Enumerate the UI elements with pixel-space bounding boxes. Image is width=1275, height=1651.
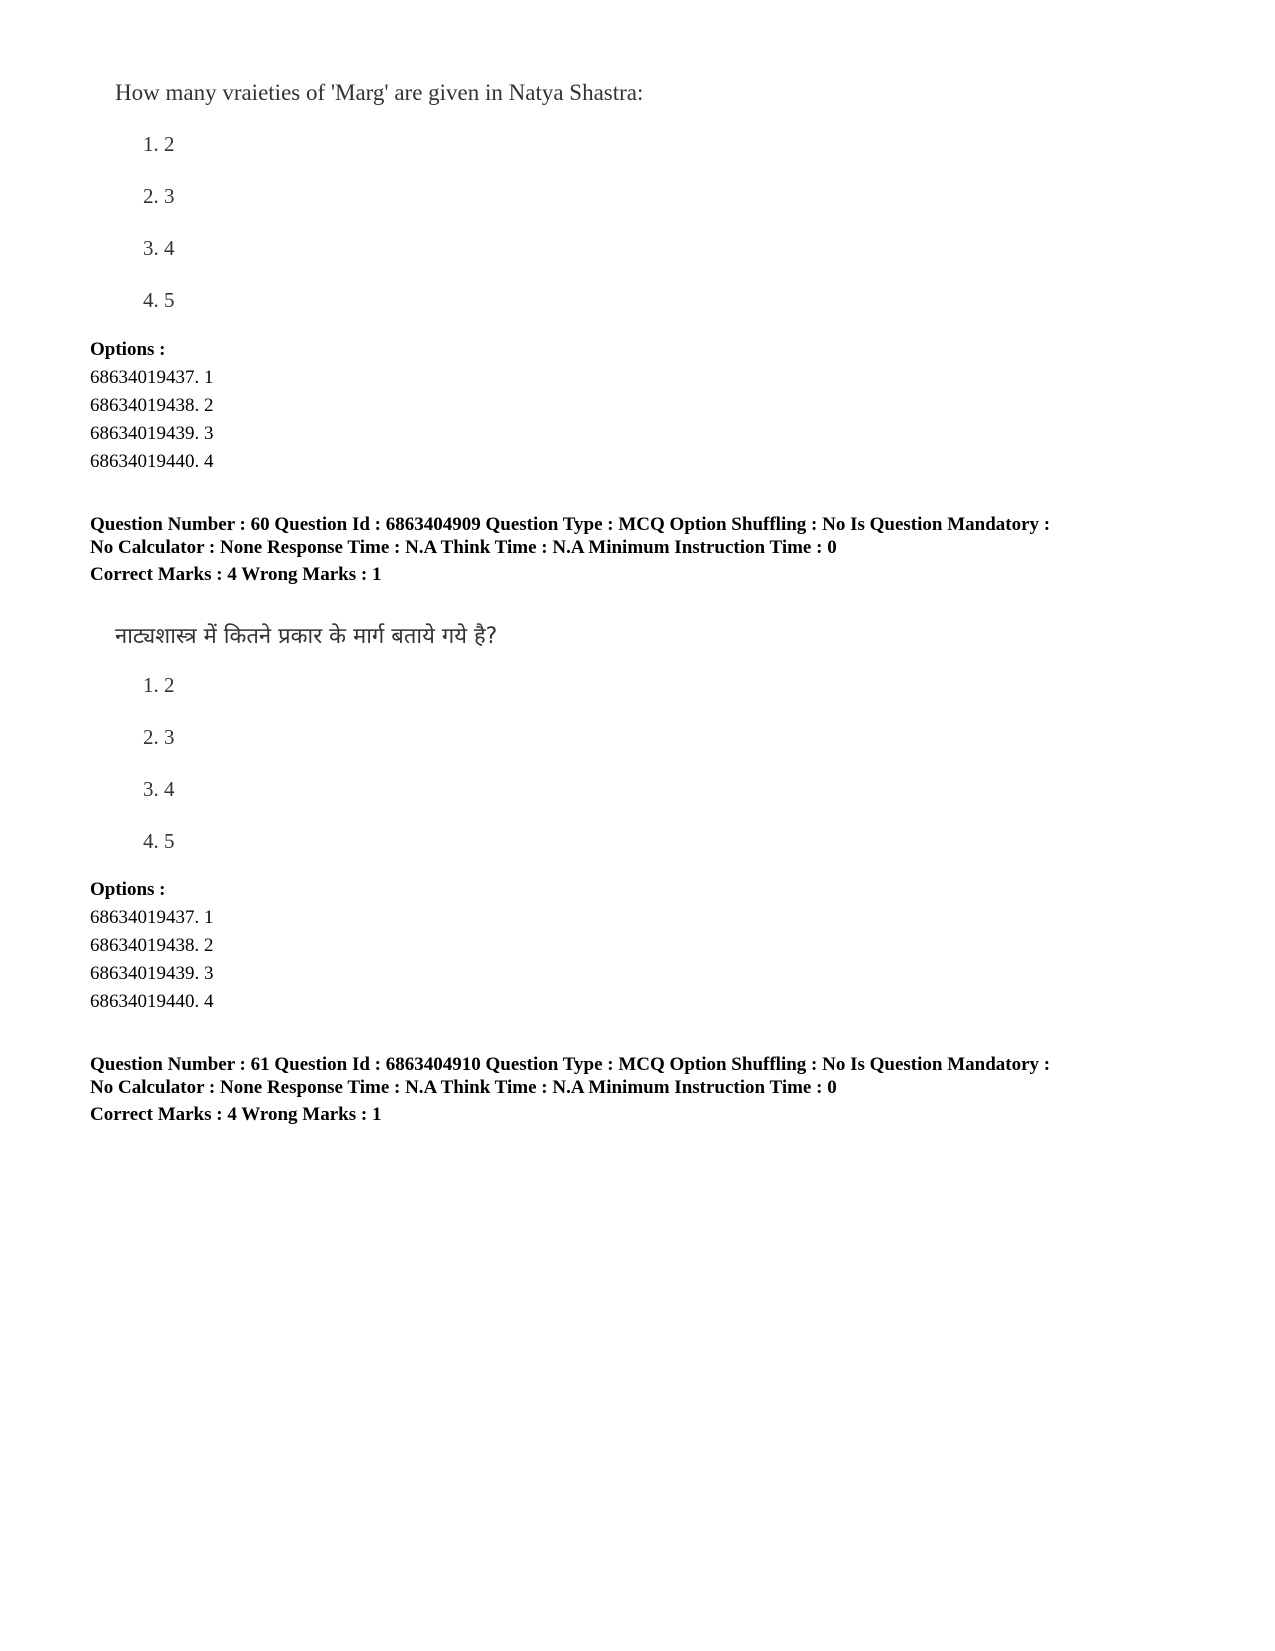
option-line: 68634019438. 2 bbox=[90, 935, 214, 956]
option-line: 68634019440. 4 bbox=[90, 451, 214, 472]
question-choice: 2. 3 bbox=[143, 725, 175, 749]
question-meta-line2: No Calculator : None Response Time : N.A Think Time : N.A Minimum Instruction Time : 0 bbox=[90, 537, 837, 558]
option-line: 68634019437. 1 bbox=[90, 367, 214, 388]
option-line: 68634019438. 2 bbox=[90, 395, 214, 416]
question-text: नाट्यशास्त्र में कितने प्रकार के मार्ग बताये गये है? bbox=[115, 624, 498, 649]
question-choice: 3. 4 bbox=[143, 236, 175, 260]
options-label: Options : bbox=[90, 879, 166, 900]
option-line: 68634019437. 1 bbox=[90, 907, 214, 928]
question-choice: 1. 2 bbox=[143, 132, 175, 156]
question-marks: Correct Marks : 4 Wrong Marks : 1 bbox=[90, 564, 382, 585]
question-marks: Correct Marks : 4 Wrong Marks : 1 bbox=[90, 1104, 382, 1125]
question-meta-line1: Question Number : 60 Question Id : 6863404909 Question Type : MCQ Option Shuffling : No Is Question Mandatory : bbox=[90, 514, 1051, 535]
question-meta-line2: No Calculator : None Response Time : N.A Think Time : N.A Minimum Instruction Time : 0 bbox=[90, 1077, 837, 1098]
question-choice: 4. 5 bbox=[143, 288, 175, 312]
option-line: 68634019439. 3 bbox=[90, 963, 214, 984]
question-choice: 1. 2 bbox=[143, 673, 175, 697]
question-meta-line1: Question Number : 61 Question Id : 6863404910 Question Type : MCQ Option Shuffling : No Is Question Mandatory : bbox=[90, 1054, 1051, 1075]
question-choice: 2. 3 bbox=[143, 184, 175, 208]
option-line: 68634019440. 4 bbox=[90, 991, 214, 1012]
question-text: How many vraieties of 'Marg' are given in Natya Shastra: bbox=[115, 80, 644, 105]
options-label: Options : bbox=[90, 339, 166, 360]
option-line: 68634019439. 3 bbox=[90, 423, 214, 444]
question-choice: 4. 5 bbox=[143, 829, 175, 853]
question-choice: 3. 4 bbox=[143, 777, 175, 801]
